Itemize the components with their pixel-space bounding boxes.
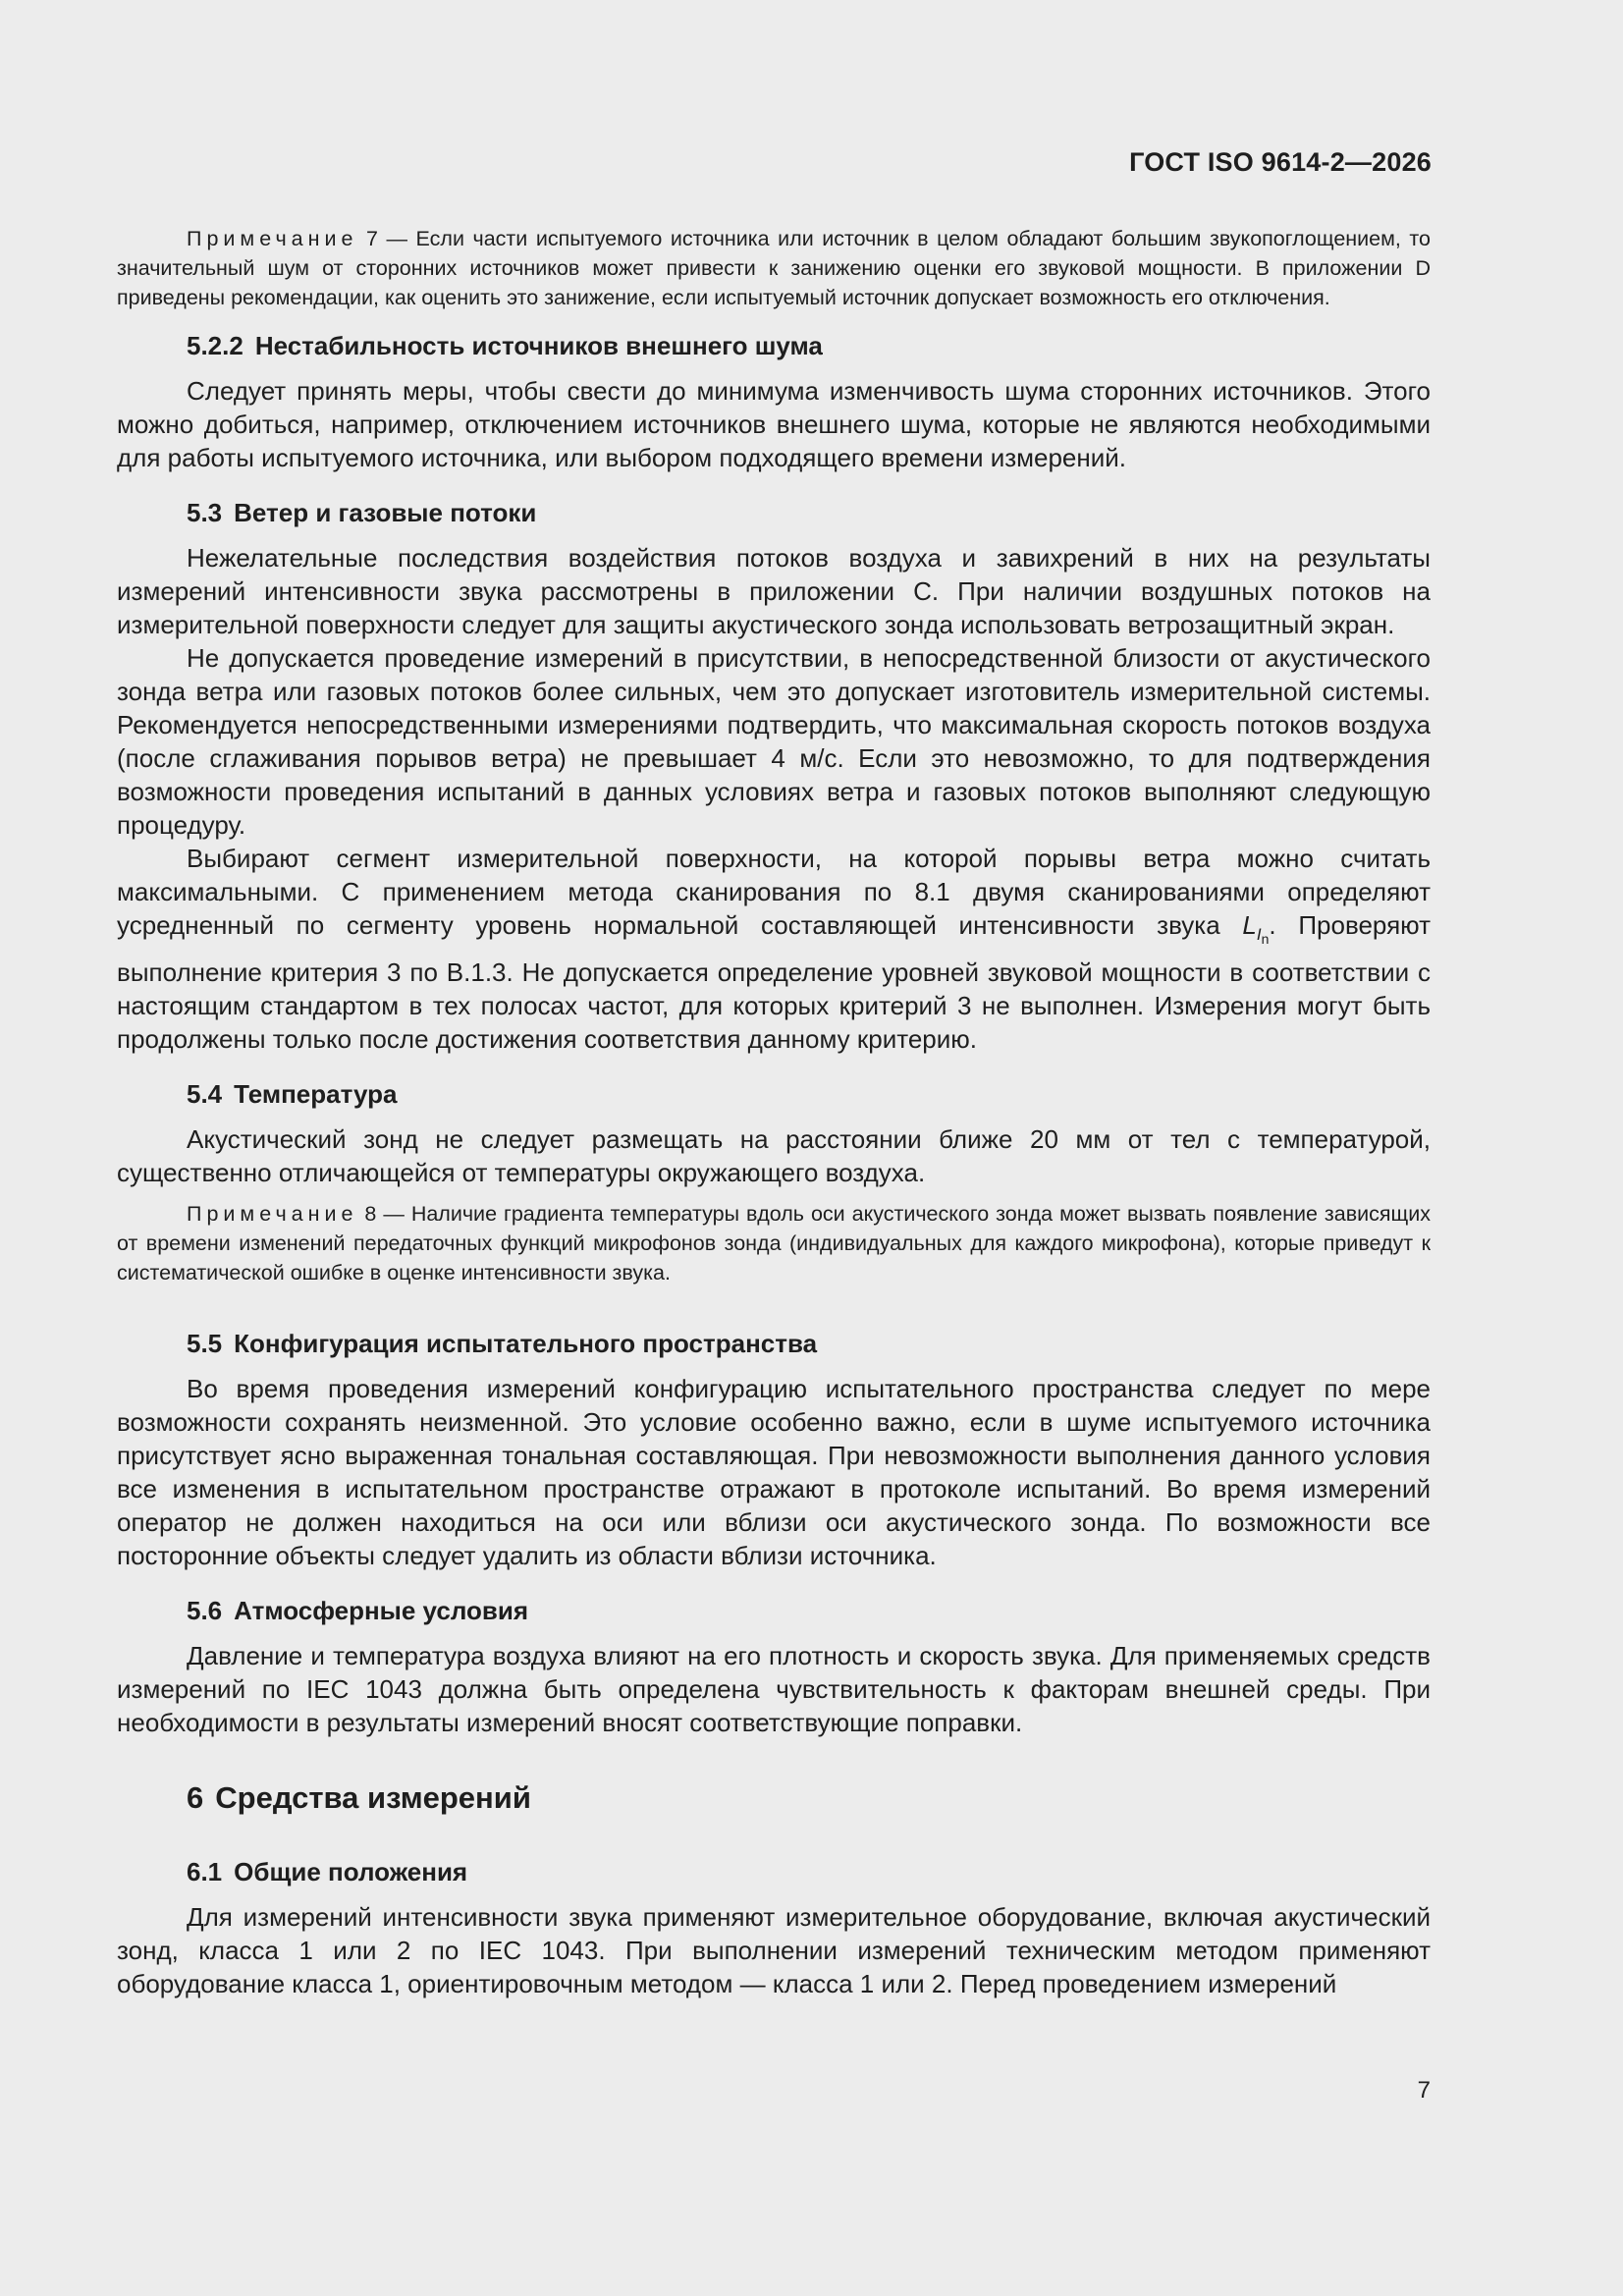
note-label: Примечание [187,227,358,250]
note-8 [117,1199,1431,1287]
page-number: 7 [1417,2077,1431,2104]
symbol-subscript: In [1256,925,1270,947]
section-heading-5-4: 5.4 Температура [187,1079,398,1109]
note-label: Примечание [187,1202,358,1226]
section-heading-6-1: 6.1 Общие положения [187,1857,468,1886]
paragraph: Акустический зонд не следует размещать на расстоянии ближе 20 мм от тел с температурой, существенно отличающейся от температуры окружающего воздуха. [117,1124,1431,1187]
section-heading-5-6: 5.6 Атмосферные условия [187,1596,529,1625]
note-7 [117,224,1431,312]
paragraph: Не допускается проведение измерений в присутствии, в непосредственной близости от акустического зонда ветра или газовых потоков более сильных, чем это допускает изготовитель измерительной системы. Рекомендуется непосредственными измерениями подтвердить, что максимальная скорость потоков воздуха (после сглаживания порывов ветра) не превышает 4 м/с. Если это невозможно, то для подтверждения возможности проведения испытаний в данных условиях ветра и газовых потоков выполняют следующую процедуру. [117,643,1431,840]
page-content [117,224,1431,2000]
section-heading-5-3: 5.3 Ветер и газовые потоки [187,498,537,527]
paragraph: Выбирают сегмент измерительной поверхности, на которой порывы ветра можно считать максимальными. С применением метода сканирования по 8.1 двумя сканированиями определяют усредненный по сегменту уровень нормальной составляющей интенсивности звука $L_{I_n}$. Проверяют выполнение критерия 3 по В.1.3. Не допускается определение уровней звуковой мощности в соответствии с настоящим стандартом в тех полосах частот, для которых критерий 3 не выполнен. Измерения могут быть продолжены только после достижения соответствия данному критерию. [117,844,1432,1054]
document-id-header: ГОСТ ISO 9614-2—2026 [1129,147,1432,177]
paragraph: Нежелательные последствия воздействия потоков воздуха и завихрений в них на результаты измерений интенсивности звука рассмотрены в приложении С. При наличии воздушных потоков на измерительной поверхности следует для защиты акустического зонда использовать ветрозащитный экран. [117,543,1431,639]
paragraph: Во время проведения измерений конфигурацию испытательного пространства следует по мере возможности сохранять неизменной. Это условие особенно важно, если в шуме испытуемого источника присутствует ясно выраженная тональная составляющая. При невозможности выполнения данного условия все изменения в испытательном пространстве отражают в протоколе испытаний. Во время измерений оператор не должен находиться на оси или вблизи оси акустического зонда. По возможности все посторонние объекты следует удалить из области вблизи источника. [117,1374,1431,1570]
paragraph: Давление и температура воздуха влияют на его плотность и скорость звука. Для применяемых средств измерений по IEC 1043 должна быть определена чувствительность к факторам внешней среды. При необходимости в результаты измерений вносят соответствующие поправки. [117,1641,1431,1737]
note-text: 8 — Наличие градиента температуры вдоль оси акустического зонда может вызвать появление зависящих от времени изменений передаточных функций микрофонов зонда (индивидуальных для каждого микрофона), которые приведут к систематической ошибке в оценке интенсивности звука. [117,1202,1431,1285]
note-text: 7 — Если части испытуемого источника или источник в целом обладают большим звукопоглощением, то значительный шум от сторонних источников может привести к занижению оценки его звуковой мощности. В приложении D приведены рекомендации, как оценить это занижение, если испытуемый источник допускает возможность его отключения. [117,227,1431,309]
intensity-level-symbol: L [1242,910,1257,940]
section-heading-5-2-2: 5.2.2 Нестабильность источников внешнего шума [187,331,823,360]
paragraph: Для измерений интенсивности звука применяют измерительное оборудование, включая акустический зонд, класса 1 или 2 по IEC 1043. При выполнении измерений техническим методом применяют оборудование класса 1, ориентировочным методом — класса 1 или 2. Перед проведением измерений [117,1902,1431,1998]
chapter-heading-6: 6 Средства измерений [187,1780,531,1815]
section-heading-5-5: 5.5 Конфигурация испытательного пространства [187,1329,818,1358]
paragraph: Следует принять меры, чтобы свести до минимума изменчивость шума сторонних источников. Этого можно добиться, например, отключением источников внешнего шума, которые не являются необходимыми для работы испытуемого источника, или выбором подходящего времени измерений. [117,376,1431,472]
